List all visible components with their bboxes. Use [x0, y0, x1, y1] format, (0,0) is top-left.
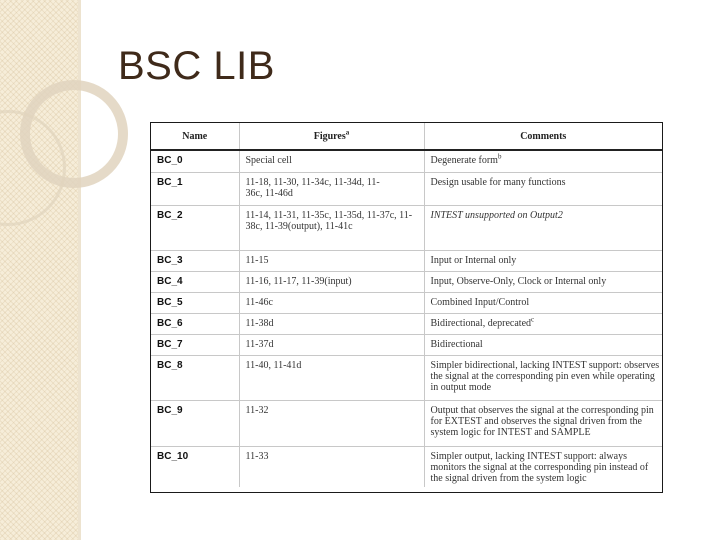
cell-comments: Bidirectional, deprecated$^c$ [424, 313, 662, 334]
cell-figures: 11-40, 11-41d [239, 355, 424, 400]
bsc-table [151, 123, 662, 487]
cell-figures: 11-38d [239, 313, 424, 334]
cell-name: BC_5 [151, 292, 239, 313]
table-row [151, 271, 662, 292]
cell-name: BC_0 [151, 150, 239, 172]
cell-name: BC_7 [151, 334, 239, 355]
table-row [151, 334, 662, 355]
cell-comments: Bidirectional [424, 334, 662, 355]
table-header-row [151, 123, 662, 150]
cell-comments: Input, Observe-Only, Clock or Internal only [424, 271, 662, 292]
cell-comments: Output that observes the signal at the corresponding pin for EXTEST and observes the signal driven from the system logic for INTEST and SAMPLE [424, 400, 662, 446]
cell-comments: Simpler bidirectional, lacking INTEST support: observes the signal at the corresponding pin even while operating in output mode [424, 355, 662, 400]
cell-figures: 11-16, 11-17, 11-39(input) [239, 271, 424, 292]
table-row [151, 292, 662, 313]
cell-name: BC_6 [151, 313, 239, 334]
table-row [151, 446, 662, 487]
cell-name: BC_1 [151, 172, 239, 205]
table-row [151, 150, 662, 172]
cell-figures: 11-37d [239, 334, 424, 355]
header-comments: Comments [424, 123, 662, 150]
cell-name: BC_10 [151, 446, 239, 487]
cell-name: BC_9 [151, 400, 239, 446]
table-row [151, 400, 662, 446]
cell-name: BC_2 [151, 205, 239, 250]
table-row [151, 172, 662, 205]
footnote-marker: a [345, 128, 350, 137]
cell-figures: 11-33 [239, 446, 424, 487]
cell-comments: INTEST unsupported on Output2 [424, 205, 662, 250]
table-row [151, 355, 662, 400]
bsc-library-table [150, 122, 663, 493]
footnote-marker: b [497, 152, 502, 161]
header-name: Name [151, 123, 239, 150]
header-figures: Figures$^a$ [239, 123, 424, 150]
cell-name: BC_3 [151, 250, 239, 271]
cell-figures: 11-18, 11-30, 11-34c, 11-34d, 11-36c, 11-46d [239, 172, 424, 205]
table-row [151, 250, 662, 271]
table-row [151, 313, 662, 334]
cell-comments: Combined Input/Control [424, 292, 662, 313]
cell-comments: Design usable for many functions [424, 172, 662, 205]
cell-figures: 11-32 [239, 400, 424, 446]
table-row [151, 205, 662, 250]
cell-figures: 11-14, 11-31, 11-35c, 11-35d, 11-37c, 11-38c, 11-39(output), 11-41c [239, 205, 424, 250]
cell-comments: Simpler output, lacking INTEST support: always monitors the signal at the corresponding pin instead of the signal driven from the system logic [424, 446, 662, 487]
cell-name: BC_8 [151, 355, 239, 400]
cell-name: BC_4 [151, 271, 239, 292]
cell-figures: 11-46c [239, 292, 424, 313]
cell-comments: Degenerate form$^b$ [430, 152, 502, 166]
cell-figures: Special cell [239, 150, 424, 172]
slide-title: BSC LIB [118, 44, 275, 88]
footnote-marker: c [531, 315, 535, 324]
cell-comments: Input or Internal only [424, 250, 662, 271]
cell-figures: 11-15 [239, 250, 424, 271]
